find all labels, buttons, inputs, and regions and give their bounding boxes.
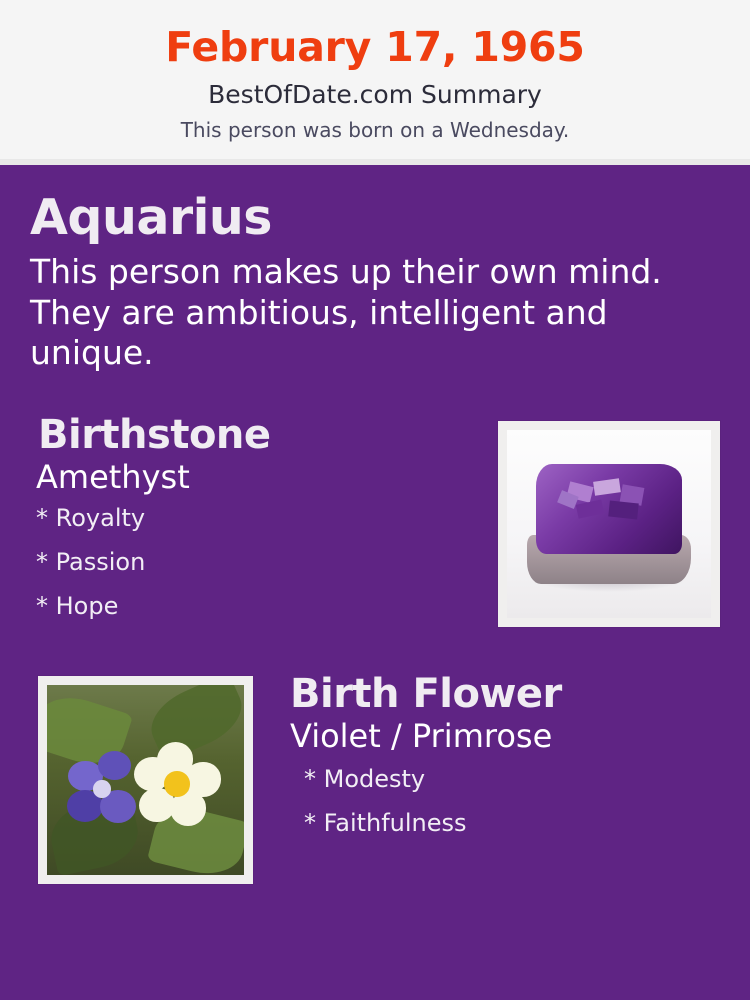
birth-flower-trait-list — [290, 764, 720, 837]
birthstone-title: Birthstone — [38, 412, 271, 459]
birthstone-name: Amethyst — [36, 458, 190, 497]
birth-flower-section — [30, 672, 720, 902]
flower-illustration — [47, 685, 244, 875]
card-body — [0, 165, 750, 903]
zodiac-section — [30, 188, 720, 374]
born-on-weekday-text: This person was born on a Wednesday. — [180, 117, 570, 142]
card-header — [0, 0, 750, 165]
birth-flower-name: Violet / Primrose — [290, 717, 553, 756]
primrose-bloom — [134, 742, 225, 833]
birthstone-section — [30, 413, 720, 638]
list-item: * Hope — [36, 591, 119, 620]
violet-primrose-photo — [38, 676, 253, 884]
site-summary-label: BestOfDate.com Summary — [208, 80, 542, 110]
list-item: * Faithfulness — [304, 808, 467, 837]
list-item: * Passion — [36, 547, 146, 576]
amethyst-crystal-photo — [498, 421, 720, 627]
zodiac-title: Aquarius — [30, 188, 272, 246]
birth-flower-text-block — [290, 672, 720, 835]
list-item: * Royalty — [36, 503, 146, 532]
birth-flower-title: Birth Flower — [290, 671, 562, 718]
list-item: * Modesty — [304, 764, 426, 793]
birthstone-text-block — [30, 413, 470, 618]
birthstone-trait-list — [30, 503, 470, 620]
zodiac-description: This person makes up their own mind. They are ambitious, intelligent and unique. — [30, 252, 662, 372]
amethyst-illustration — [507, 430, 711, 618]
page-title: February 17, 1965 — [165, 23, 585, 71]
